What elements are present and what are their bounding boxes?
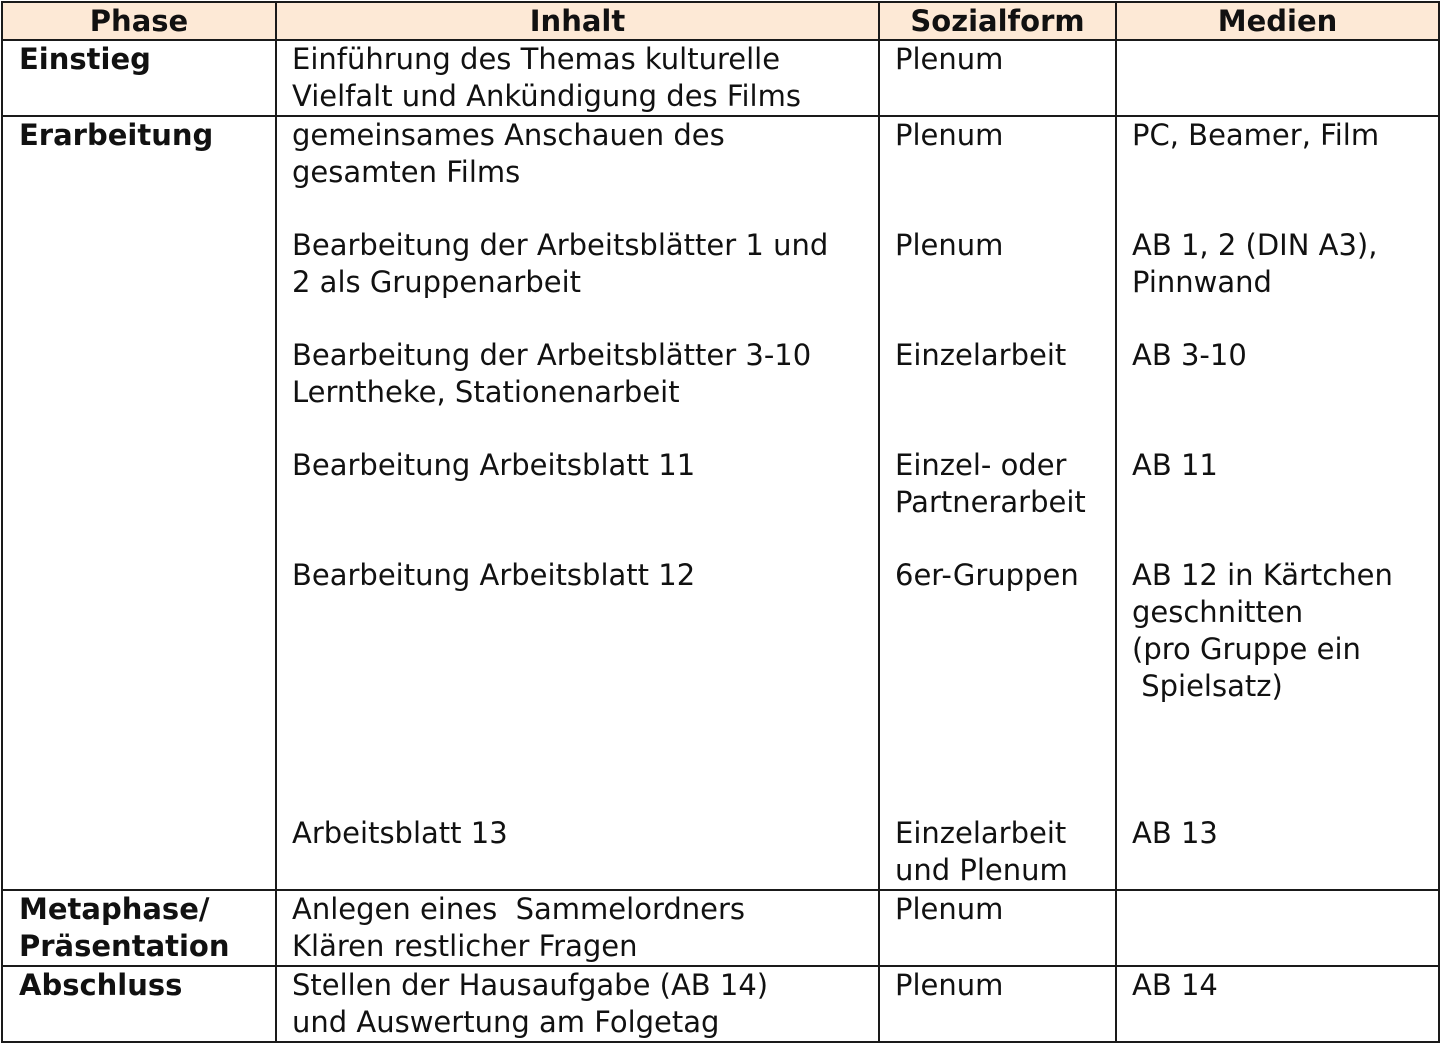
sozialform-line: Plenum (895, 892, 1004, 926)
inhalt-line: Bearbeitung der Arbeitsblätter 3-10 (292, 338, 812, 372)
table-row-abschluss (2, 966, 1439, 1042)
medien-line: AB 13 (1132, 816, 1218, 850)
phase-label: Abschluss (19, 968, 183, 1002)
sozialform-cell (879, 966, 1116, 1042)
medien-line: Spielsatz) (1132, 669, 1283, 703)
inhalt-line: Lerntheke, Stationenarbeit (292, 375, 680, 409)
sozialform-cell (879, 40, 1116, 116)
sozialform-line: Partnerarbeit (895, 485, 1086, 519)
medien-line: (pro Gruppe ein (1132, 632, 1361, 666)
medien-line: AB 12 in Kärtchen (1132, 558, 1393, 592)
inhalt-line: Einführung des Themas kulturelle (292, 42, 781, 76)
inhalt-line: Anlegen eines Sammelordners (292, 892, 746, 926)
inhalt-line: Stellen der Hausaufgabe (AB 14) (292, 968, 769, 1002)
phase-cell (2, 116, 276, 890)
inhalt-line: gemeinsames Anschauen des (292, 118, 725, 152)
medien-line: Pinnwand (1132, 265, 1272, 299)
header-medien: Medien (1116, 2, 1439, 40)
inhalt-cell (276, 966, 879, 1042)
inhalt-line: und Auswertung am Folgetag (292, 1005, 720, 1039)
inhalt-cell (276, 116, 879, 890)
table-row-erarbeitung (2, 116, 1439, 890)
table-row-metaphase (2, 890, 1439, 966)
medien-line: AB 1, 2 (DIN A3), (1132, 228, 1378, 262)
phase-label: Erarbeitung (19, 118, 214, 152)
phase-cell (2, 40, 276, 116)
inhalt-cell (276, 40, 879, 116)
sozialform-line: Plenum (895, 42, 1004, 76)
sozialform-line: und Plenum (895, 853, 1068, 887)
phase-cell (2, 966, 276, 1042)
inhalt-line: Bearbeitung der Arbeitsblätter 1 und (292, 228, 829, 262)
phase-label: Präsentation (19, 929, 230, 963)
phase-label: Metaphase/ (19, 892, 210, 926)
inhalt-line: Klären restlicher Fragen (292, 929, 638, 963)
sozialform-line: Plenum (895, 228, 1004, 262)
medien-line: AB 14 (1132, 968, 1218, 1002)
medien-cell (1116, 890, 1439, 966)
sozialform-line: Einzelarbeit (895, 338, 1067, 372)
medien-line: PC, Beamer, Film (1132, 118, 1380, 152)
inhalt-line: 2 als Gruppenarbeit (292, 265, 582, 299)
header-inhalt: Inhalt (276, 2, 879, 40)
sozialform-line: Einzel- oder (895, 448, 1067, 482)
table-row-einstieg (2, 40, 1439, 116)
inhalt-line: Arbeitsblatt 13 (292, 816, 508, 850)
sozialform-cell (879, 116, 1116, 890)
header-phase: Phase (2, 2, 276, 40)
header-row (2, 2, 1439, 40)
medien-cell (1116, 40, 1439, 116)
phase-cell (2, 890, 276, 966)
sozialform-line: Einzelarbeit (895, 816, 1067, 850)
inhalt-line: Bearbeitung Arbeitsblatt 12 (292, 558, 696, 592)
medien-line: AB 3-10 (1132, 338, 1247, 372)
sozialform-line: Plenum (895, 118, 1004, 152)
header-sozialform: Sozialform (879, 2, 1116, 40)
inhalt-line: gesamten Films (292, 155, 521, 189)
inhalt-cell (276, 890, 879, 966)
medien-cell (1116, 116, 1439, 890)
sozialform-line: Plenum (895, 968, 1004, 1002)
phase-label: Einstieg (19, 42, 151, 76)
medien-line: geschnitten (1132, 595, 1304, 629)
lesson-plan-table (1, 1, 1440, 1043)
sozialform-line: 6er-Gruppen (895, 558, 1079, 592)
medien-cell (1116, 966, 1439, 1042)
inhalt-line: Vielfalt und Ankündigung des Films (292, 79, 801, 113)
sozialform-cell (879, 890, 1116, 966)
medien-line: AB 11 (1132, 448, 1218, 482)
inhalt-line: Bearbeitung Arbeitsblatt 11 (292, 448, 696, 482)
